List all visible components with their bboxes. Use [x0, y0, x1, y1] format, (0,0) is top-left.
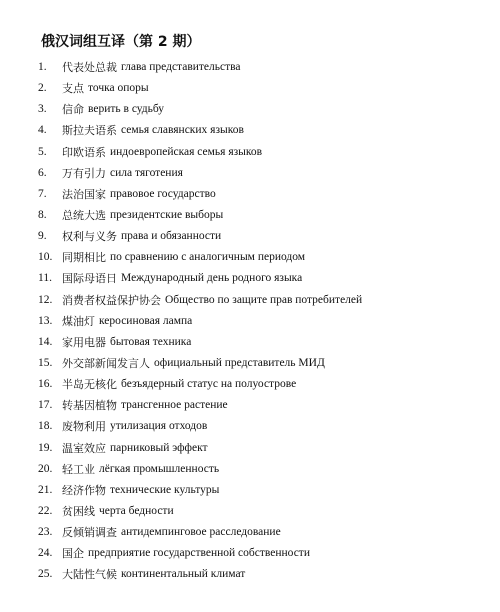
- item-number: 12.: [38, 293, 53, 306]
- russian-phrase: сила тяготения: [110, 166, 183, 179]
- russian-phrase: по сравнению с аналогичным периодом: [110, 251, 306, 264]
- list-item: [38, 226, 488, 247]
- item-number: 17.: [38, 399, 53, 412]
- russian-phrase: керосиновая лампа: [99, 314, 193, 327]
- item-number: 20.: [38, 462, 53, 475]
- list-item: [38, 268, 488, 289]
- russian-phrase: утилизация отходов: [110, 420, 208, 433]
- item-number: 22.: [38, 504, 53, 517]
- list-item: [38, 311, 488, 332]
- russian-phrase: бытовая техника: [110, 335, 192, 348]
- phrase-list: [38, 57, 488, 586]
- russian-phrase: правовое государство: [110, 187, 216, 200]
- list-item: [38, 99, 488, 120]
- item-number: 15.: [38, 356, 53, 369]
- item-number: 21.: [38, 483, 53, 496]
- russian-phrase: технические культуры: [110, 483, 220, 496]
- russian-phrase: официальный представитель МИД: [154, 356, 325, 369]
- chinese-phrase: 万有引力: [62, 166, 106, 180]
- list-item: [38, 57, 488, 78]
- chinese-phrase: 代表处总裁: [62, 61, 117, 74]
- item-number: 25.: [38, 568, 53, 581]
- list-item: [38, 395, 488, 416]
- item-number: 19.: [38, 441, 53, 454]
- list-item: [38, 480, 488, 501]
- russian-phrase: антидемпинговое расследование: [121, 526, 281, 539]
- chinese-phrase: 温室效应: [62, 441, 106, 455]
- russian-phrase: индоевропейская семья языков: [110, 145, 263, 158]
- chinese-phrase: 废物利用: [62, 420, 106, 434]
- chinese-phrase: 半岛无核化: [62, 378, 117, 392]
- chinese-phrase: 法治国家: [62, 187, 106, 201]
- list-item: [38, 290, 488, 311]
- russian-phrase: Общество по защите прав потребителей: [165, 293, 363, 306]
- russian-phrase: континентальный климат: [121, 568, 246, 581]
- item-number: 18.: [38, 420, 53, 433]
- item-number: 2.: [38, 82, 47, 95]
- item-number: 5.: [38, 145, 47, 158]
- item-number: 10.: [38, 251, 53, 264]
- chinese-phrase: 煤油灯: [62, 314, 95, 328]
- list-item: [38, 459, 488, 480]
- item-number: 16.: [38, 378, 53, 391]
- chinese-phrase: 支点: [62, 82, 84, 96]
- list-item: [38, 522, 488, 543]
- item-number: 9.: [38, 230, 47, 243]
- russian-phrase: глава представительства: [121, 61, 241, 73]
- item-number: 14.: [38, 335, 53, 348]
- list-item: [38, 416, 488, 437]
- list-item: [38, 120, 488, 141]
- list-item: [38, 332, 488, 353]
- item-number: 13.: [38, 314, 53, 327]
- chinese-phrase: 消费者权益保护协会: [62, 293, 161, 307]
- russian-phrase: предприятие государственной собственности: [88, 547, 310, 560]
- list-item: [38, 142, 488, 163]
- chinese-phrase: 家用电器: [62, 335, 106, 349]
- chinese-phrase: 外交部新闻发言人: [62, 356, 150, 370]
- item-number: 8.: [38, 208, 47, 221]
- list-item: [38, 78, 488, 99]
- chinese-phrase: 经济作物: [62, 483, 106, 497]
- list-item: [38, 501, 488, 522]
- chinese-phrase: 权利与义务: [62, 230, 117, 244]
- item-number: 24.: [38, 547, 53, 560]
- chinese-phrase: 贫困线: [62, 504, 95, 518]
- chinese-phrase: 同期相比: [62, 251, 106, 265]
- list-item: [38, 374, 488, 395]
- item-number: 23.: [38, 526, 53, 539]
- russian-phrase: президентские выборы: [110, 208, 224, 221]
- list-item: [38, 543, 488, 564]
- list-item: [38, 163, 488, 184]
- list-item: [38, 247, 488, 268]
- chinese-phrase: 总统大选: [62, 208, 106, 222]
- chinese-phrase: 斯拉夫语系: [62, 124, 117, 138]
- russian-phrase: семья славянских языков: [121, 124, 244, 137]
- item-number: 3.: [38, 103, 47, 116]
- chinese-phrase: 国企: [62, 547, 84, 561]
- russian-phrase: Международный день родного языка: [121, 272, 303, 285]
- chinese-phrase: 转基因植物: [62, 399, 117, 413]
- chinese-phrase: 轻工业: [62, 462, 95, 476]
- russian-phrase: верить в судьбу: [88, 103, 165, 116]
- item-number: 11.: [38, 272, 52, 285]
- list-item: [38, 184, 488, 205]
- item-number: 1.: [38, 61, 47, 73]
- page-title: 俄汉词组互译（第 2 期）: [41, 34, 201, 50]
- chinese-phrase: 信命: [62, 103, 84, 117]
- list-item: [38, 564, 488, 585]
- chinese-phrase: 反倾销调查: [62, 526, 117, 540]
- list-item: [38, 205, 488, 226]
- list-item: [38, 438, 488, 459]
- russian-phrase: черта бедности: [99, 504, 174, 517]
- chinese-phrase: 国际母语日: [62, 272, 117, 286]
- item-number: 6.: [38, 166, 47, 179]
- chinese-phrase: 印欧语系: [62, 145, 106, 159]
- chinese-phrase: 大陆性气候: [62, 568, 117, 582]
- item-number: 4.: [38, 124, 47, 137]
- russian-phrase: точка опоры: [88, 82, 149, 95]
- item-number: 7.: [38, 187, 47, 200]
- russian-phrase: безъядерный статус на полуострове: [121, 378, 297, 391]
- list-item: [38, 353, 488, 374]
- russian-phrase: парниковый эффект: [110, 441, 208, 454]
- russian-phrase: трансгенное растение: [121, 399, 228, 412]
- russian-phrase: права и обязанности: [121, 230, 222, 243]
- russian-phrase: лёгкая промышленность: [99, 462, 220, 475]
